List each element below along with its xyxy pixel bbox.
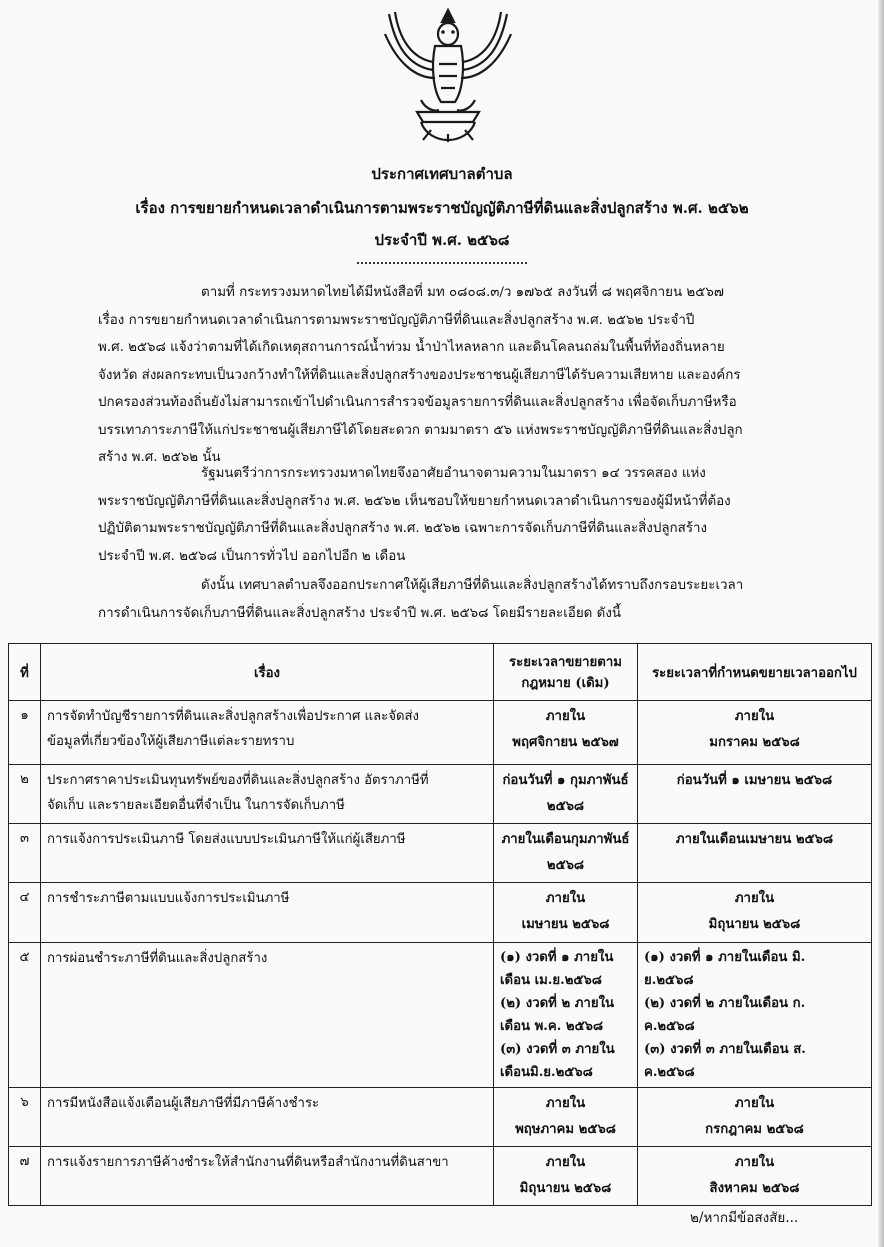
header-original-period: ระยะเวลาขยายตาม กฎหมาย (เดิม) [494,644,638,701]
paragraph-line: ประจำปี พ.ศ. ๒๕๖๘ เป็นการทั่วไป ออกไปอีก ๒ เดือน [98,548,406,564]
row-original-period: ภายใน มิถุนายน ๒๕๖๘ [494,1147,638,1206]
paragraph-line: บรรเทาภาระภาษีให้แก่ประชาชนผู้เสียภาษีได้โดยสะดวก ตามมาตรา ๕๖ แห่งพระราชบัญญัติภาษีที่ดินและสิ่งปลูก [98,422,743,438]
table-row [9,765,872,824]
announcement-subject: เรื่อง การขยายกำหนดเวลาดำเนินการตามพระราชบัญญัติภาษีที่ดินและสิ่งปลูกสร้าง พ.ศ. ๒๕๖๒ [135,199,749,217]
schedule-table [8,643,872,1206]
paragraph-line: สร้าง พ.ศ. ๒๕๖๒ นั้น [98,450,221,465]
row-extended-period: ภายใน มกราคม ๒๕๖๘ [638,701,872,765]
row-topic: ประกาศราคาประเมินทุนทรัพย์ของที่ดินและสิ่งปลูกสร้าง อัตราภาษีที่ จัดเก็บ และรายละเอียดอื่นที่จำเป็น ในการจัดเก็บภาษี [41,765,494,824]
header-no: ที่ [9,644,41,701]
row-original-period: ภายในเดือนกุมภาพันธ์ ๒๕๖๘ [494,824,638,883]
row-extended-period: ภายใน มิถุนายน ๒๕๖๘ [638,883,872,943]
row-topic: การชำระภาษีตามแบบแจ้งการประเมินภาษี [41,883,494,943]
paragraph-line: ตามที่ กระทรวงมหาดไทยได้มีหนังสือที่ มท ๐๘๐๘.๓/ว ๑๗๖๕ ลงวันที่ ๘ พฤศจิกายน ๒๕๖๗ [201,285,724,300]
header-topic: เรื่อง [41,644,494,701]
announcement-year: ประจำปี พ.ศ. ๒๕๖๘ [374,231,510,249]
paragraph-line: ปฏิบัติตามพระราชบัญญัติภาษีที่ดินและสิ่งปลูกสร้าง พ.ศ. ๒๕๖๒ เฉพาะการจัดเก็บภาษีที่ดินและสิ่งปลูกสร้าง [98,521,708,536]
row-topic: การแจ้งรายการภาษีค้างชำระให้สำนักงานที่ดินหรือสำนักงานที่ดินสาขา [41,1147,494,1206]
row-extended-period: ก่อนวันที่ ๑ เมษายน ๒๕๖๘ [638,765,872,824]
row-no: ๒ [9,765,41,824]
row-no: ๓ [9,824,41,883]
row-original-period: ก่อนวันที่ ๑ กุมภาพันธ์ ๒๕๖๘ [494,765,638,824]
row-topic: การมีหนังสือแจ้งเตือนผู้เสียภาษีที่มีภาษีค้างชำระ [41,1088,494,1147]
row-no: ๖ [9,1088,41,1147]
table-row [9,883,872,943]
header-extended-period: ระยะเวลาที่กำหนดขยายเวลาออกไป [638,644,872,701]
paragraph-line: ปกครองส่วนท้องถิ่นยังไม่สามารถเข้าไปดำเนินการสำรวจข้อมูลรายการที่ดินและสิ่งปลูกสร้าง เพื่อจัดเก็บภาษีหรือ [98,395,737,410]
page-edge-shadow [878,0,884,1247]
garuda-emblem-icon [381,4,515,146]
paragraph-line: เรื่อง การขยายกำหนดเวลาดำเนินการตามพระราชบัญญัติภาษีที่ดินและสิ่งปลูกสร้าง พ.ศ. ๒๕๖๒ ประจำปี [98,312,695,328]
row-no: ๑ [9,701,41,765]
row-extended-period: ภายใน กรกฎาคม ๒๕๖๘ [638,1088,872,1147]
row-no: ๔ [9,883,41,943]
paragraph-background [98,279,820,472]
table-row [9,943,872,1088]
row-original-period: (๑) งวดที่ ๑ ภายใน เดือน เม.ย.๒๕๖๘ (๒) งวดที่ ๒ ภายใน เดือน พ.ค. ๒๕๖๘ (๓) งวดที่ ๓ ภายใน เดือนมิ.ย.๒๕๖๘ [494,943,638,1088]
row-topic: การจัดทำบัญชีรายการที่ดินและสิ่งปลูกสร้างเพื่อประกาศ และจัดส่ง ข้อมูลที่เกี่ยวข้องให้ผู้เสียภาษีแต่ละรายทราบ [41,701,494,765]
row-original-period: ภายใน พฤศจิกายน ๒๕๖๗ [494,701,638,765]
row-extended-period: (๑) งวดที่ ๑ ภายในเดือน มิ. ย.๒๕๖๘ (๒) งวดที่ ๒ ภายในเดือน ก. ค.๒๕๖๘ (๓) งวดที่ ๓ ภายในเดือน ส. ค.๒๕๖๘ [638,943,872,1088]
row-topic: การแจ้งการประเมินภาษี โดยส่งแบบประเมินภาษีให้แก่ผู้เสียภาษี [41,824,494,883]
row-original-period: ภายใน พฤษภาคม ๒๕๖๘ [494,1088,638,1147]
table-row [9,701,872,765]
paragraph-line: ดังนั้น เทศบาลตำบลจึงออกประกาศให้ผู้เสียภาษีที่ดินและสิ่งปลูกสร้างได้ทราบถึงกรอบระยะเวลา [201,578,744,593]
paragraph-line: การดำเนินการจัดเก็บภาษีที่ดินและสิ่งปลูกสร้าง ประจำปี พ.ศ. ๒๕๖๘ โดยมีรายละเอียด ดังนี้ [98,605,622,621]
row-extended-period: ภายใน สิงหาคม ๒๕๖๘ [638,1147,872,1206]
paragraph-line: จังหวัด ส่งผลกระทบเป็นวงกว้างทำให้ที่ดินและสิ่งปลูกสร้างของประชาชนผู้เสียภาษีได้รับความเสียหาย และองค์กร [98,367,741,383]
paragraph-announcement [98,572,820,627]
row-no: ๗ [9,1147,41,1206]
row-topic: การผ่อนชำระภาษีที่ดินและสิ่งปลูกสร้าง [41,943,494,1088]
continuation-note: ๒/หากมีข้อสงสัย... [690,1210,799,1226]
row-extended-period: ภายในเดือนเมษายน ๒๕๖๘ [638,824,872,883]
paragraph-ministerial-approval [98,460,820,570]
announcement-issuer: ประกาศเทศบาลตำบล [371,165,513,183]
row-no: ๕ [9,943,41,1088]
paragraph-line: พ.ศ. ๒๕๖๘ แจ้งว่าตามที่ได้เกิดเหตุสถานการณ์น้ำท่วม น้ำป่าไหลหลาก และดินโคลนถล่มในพื้นที่ท้องถิ่นหลาย [98,340,725,355]
table-row [9,824,872,883]
paragraph-line: รัฐมนตรีว่าการกระทรวงมหาดไทยจึงอาศัยอำนาจตามความในมาตรา ๑๔ วรรคสอง แห่ง [201,466,706,481]
paragraph-line: พระราชบัญญัติภาษีที่ดินและสิ่งปลูกสร้าง พ.ศ. ๒๕๖๒ เห็นชอบให้ขยายกำหนดเวลาดำเนินการของผู้มีหน้าที่ต้อง [98,493,731,509]
table-header-row [9,644,872,701]
row-original-period: ภายใน เมษายน ๒๕๖๘ [494,883,638,943]
table-row [9,1147,872,1206]
table-row [9,1088,872,1147]
dotted-separator [357,262,527,264]
